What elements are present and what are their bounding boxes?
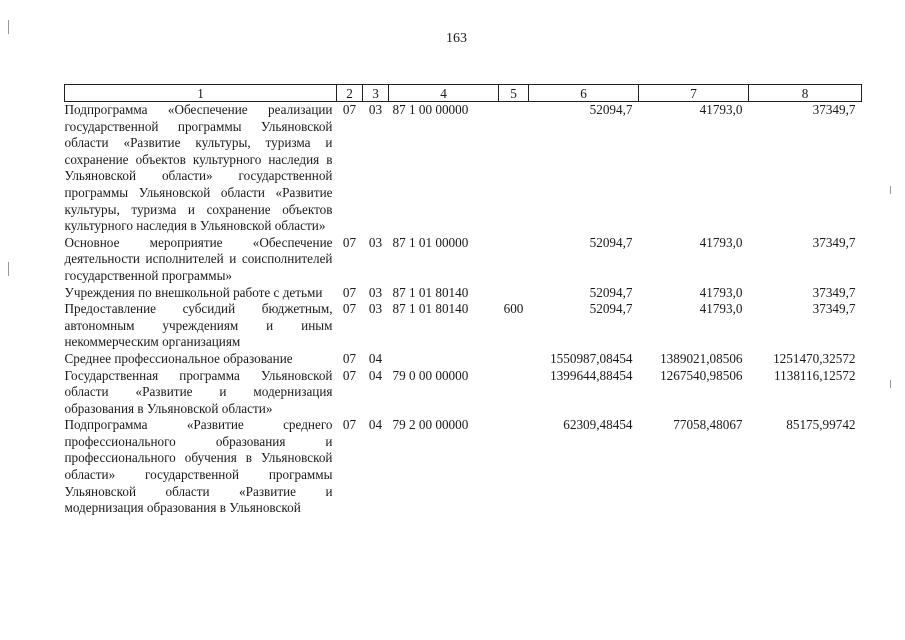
scan-speck <box>8 20 9 34</box>
expense-type-code <box>499 235 529 285</box>
budget-table <box>64 84 862 517</box>
expense-type-code <box>499 102 529 235</box>
header-cell-3: 3 <box>363 85 389 102</box>
table-header <box>65 85 862 102</box>
header-cell-6: 6 <box>529 85 639 102</box>
amount-col-6: 1550987,08454 <box>550 350 633 366</box>
expense-type-code: 600 <box>503 301 524 317</box>
scan-speck <box>8 262 9 276</box>
amount-col-8: 37349,7 <box>812 102 856 117</box>
row-name: Государственная программа Ульяновской области «Развитие и модернизация образования в Ульяновской области» <box>64 367 333 416</box>
target-article-code: 79 2 00 00000 <box>392 417 469 433</box>
table-body <box>65 102 862 517</box>
scan-speck <box>890 380 891 388</box>
header-cell-5: 5 <box>499 85 529 102</box>
page-number: 163 <box>446 31 467 46</box>
subsection-code: 04 <box>368 367 383 383</box>
amount-col-8: 37349,7 <box>812 301 856 317</box>
subsection-code: 04 <box>368 417 383 433</box>
table-row <box>65 102 862 235</box>
subsection-code: 03 <box>368 284 383 300</box>
row-name: Подпрограмма «Обеспечение реализации государственной программы Ульяновской области «Развитие культуры, туризма и сохранение объектов культурного наследия в Ульяновской области» государственной программы Ульяновской области «Развитие культуры, туризма и сохранение объектов культурного наследия в Ульяновской области» <box>64 102 333 234</box>
amount-col-7: 1267540,98506 <box>660 367 743 383</box>
row-name: Предоставление субсидий бюджетным, автономным учреждениям и иным некоммерческим организациям <box>64 301 333 350</box>
section-code: 07 <box>342 367 357 383</box>
amount-col-6: 52094,7 <box>589 301 633 317</box>
scan-speck <box>890 186 891 194</box>
amount-col-8: 1138116,12572 <box>774 367 856 383</box>
target-article-code: 79 0 00 00000 <box>392 367 469 383</box>
section-code: 07 <box>342 350 357 366</box>
expense-type-code <box>499 351 529 368</box>
expense-type-code <box>499 368 529 418</box>
subsection-code: 03 <box>368 102 383 117</box>
header-cell-4: 4 <box>389 85 499 102</box>
amount-col-8: 37349,7 <box>812 284 856 300</box>
target-article-code <box>389 351 499 368</box>
header-cell-1: 1 <box>65 85 337 102</box>
target-article-code: 87 1 00 00000 <box>392 102 469 117</box>
table-row <box>65 285 862 302</box>
header-cell-2: 2 <box>337 85 363 102</box>
row-name: Среднее профессиональное образование <box>64 350 293 366</box>
table-row <box>65 417 862 517</box>
section-code: 07 <box>342 417 357 433</box>
amount-col-6: 52094,7 <box>589 102 633 117</box>
amount-col-7: 77058,48067 <box>673 417 743 433</box>
target-article-code: 87 1 01 00000 <box>392 234 469 250</box>
table-row <box>65 368 862 418</box>
amount-col-8: 85175,99742 <box>786 417 856 433</box>
table-row <box>65 351 862 368</box>
amount-col-7: 41793,0 <box>699 301 743 317</box>
expense-type-code <box>499 417 529 517</box>
section-code: 07 <box>342 284 357 300</box>
table-row <box>65 301 862 351</box>
row-name: Основное мероприятие «Обеспечение деятельности исполнителей и соисполнителей государственной программы» <box>64 234 333 283</box>
header-cell-7: 7 <box>639 85 749 102</box>
target-article-code: 87 1 01 80140 <box>392 301 469 317</box>
row-name: Подпрограмма «Развитие среднего профессионального образования и профессионального обучения в Ульяновской области» государственной программы Ульяновской области «Развитие и модернизация образования в Ульяновской <box>64 417 333 516</box>
section-code: 07 <box>342 234 357 250</box>
amount-col-7: 1389021,08506 <box>660 350 743 366</box>
section-code: 07 <box>342 301 357 317</box>
expense-type-code <box>499 285 529 302</box>
amount-col-7: 41793,0 <box>699 234 743 250</box>
amount-col-6: 52094,7 <box>589 234 633 250</box>
amount-col-8: 1251470,32572 <box>773 350 856 366</box>
section-code: 07 <box>342 102 357 117</box>
amount-col-8: 37349,7 <box>812 234 856 250</box>
amount-col-6: 1399644,88454 <box>550 367 633 383</box>
amount-col-7: 41793,0 <box>699 284 743 300</box>
amount-col-6: 62309,48454 <box>563 417 633 433</box>
row-name: Учреждения по внешкольной работе с детьми <box>64 284 323 300</box>
table-row <box>65 235 862 285</box>
subsection-code: 03 <box>368 234 383 250</box>
target-article-code: 87 1 01 80140 <box>392 284 469 300</box>
amount-col-6: 52094,7 <box>589 284 633 300</box>
header-cell-8: 8 <box>749 85 862 102</box>
amount-col-7: 41793,0 <box>699 102 743 117</box>
subsection-code: 03 <box>368 301 383 317</box>
header-row <box>65 85 862 102</box>
subsection-code: 04 <box>368 350 383 366</box>
